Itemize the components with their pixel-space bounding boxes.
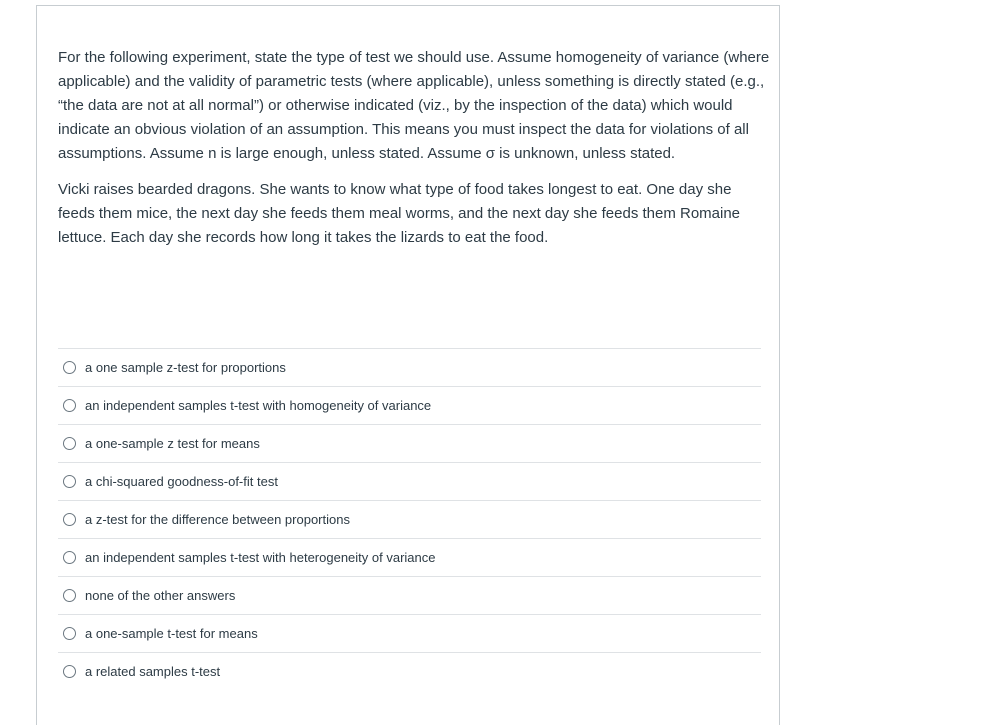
answer-option[interactable] [58,386,761,424]
question-instructions: For the following experiment, state the type of test we should use. Assume homogeneity of variance (where applicable) and the validity of parametric tests (where applicable), unless something is directly stated (e.g., “the data are not at all normal”) or otherwise indicated (viz., by the inspection of the data) which would indicate an obvious violation of an assumption. This means you must inspect the data for violations of all assumptions. Assume n is large enough, unless stated. Assume σ is unknown, unless stated. [58,49,770,162]
radio-button[interactable] [63,437,76,450]
radio-button[interactable] [63,551,76,564]
question-text [58,46,770,250]
answer-option[interactable] [58,538,761,576]
answer-label[interactable]: a one-sample z test for means [85,436,260,451]
answer-label[interactable]: a chi-squared goodness-of-fit test [85,474,278,489]
answer-option[interactable] [58,348,761,386]
answer-label[interactable]: a related samples t-test [85,664,221,679]
answer-label[interactable]: a one-sample t-test for means [85,626,258,641]
question-scenario: Vicki raises bearded dragons. She wants to know what type of food takes longest to eat. One day she feeds them mice, the next day she feeds them meal worms, and the next day she feeds them Romaine lettuce. Each day she records how long it takes the lizards to eat the food. [58,181,741,246]
answer-list [58,348,761,690]
answer-option[interactable] [58,652,761,690]
radio-button[interactable] [63,475,76,488]
answer-label[interactable]: an independent samples t-test with heterogeneity of variance [85,550,436,565]
answer-option[interactable] [58,614,761,652]
radio-button[interactable] [63,665,76,678]
answer-option[interactable] [58,500,761,538]
answer-label[interactable]: a one sample z-test for proportions [85,360,286,375]
radio-button[interactable] [63,589,76,602]
answer-option[interactable] [58,462,761,500]
radio-button[interactable] [63,399,76,412]
radio-button[interactable] [63,627,76,640]
answer-label[interactable]: an independent samples t-test with homogeneity of variance [85,398,432,413]
answer-option[interactable] [58,424,761,462]
answer-option[interactable] [58,576,761,614]
question-card [36,5,780,725]
radio-button[interactable] [63,361,76,374]
radio-button[interactable] [63,513,76,526]
answer-label[interactable]: none of the other answers [85,588,236,603]
answer-label[interactable]: a z-test for the difference between proportions [85,512,350,527]
